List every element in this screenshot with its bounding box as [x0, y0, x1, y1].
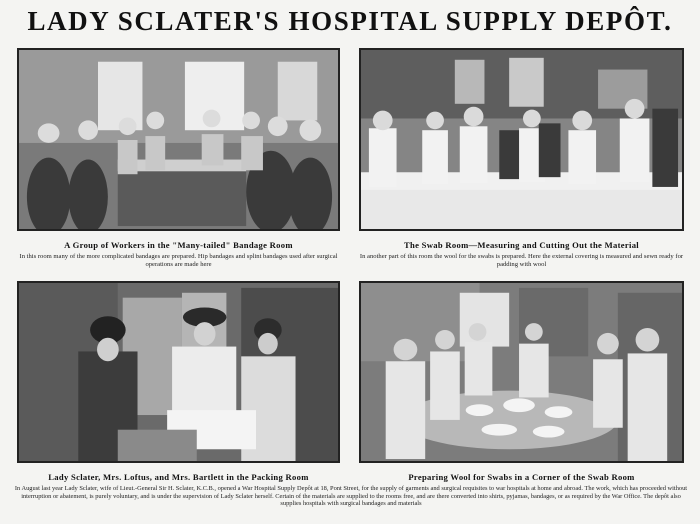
photo-description: In another part of this room the wool for the swabs is prepared. Here the external covering is measured and sewn ready for padding with wool — [359, 253, 684, 268]
photo-caption: Preparing Wool for Swabs in a Corner of the Swab Room — [408, 472, 635, 482]
photo-swab-room-measuring — [359, 48, 684, 231]
article-text: In August last year Lady Sclater, wife of Lieut.-General Sir H. Sclater, K.C.B., opened a War Hospital Supply Depôt at 18, Pont Street, for the supply of garments and surgical requisites to war hospitals at home and abroad. The work, which has proceeded without interruption or abatement, is purely voluntary, and is under the supervision of Lady Sclater herself. Certain of the materials are supplied to the rooms free, and are there converted into shirts, pyjamas, bandages, or as required by the War Office. The depôt also supplies hospitals with surgical bandages and materials — [14, 485, 688, 508]
photo-description: In this room many of the more complicated bandages are prepared. Hip bandages and splint bandages used after surgical operations are made here — [19, 253, 338, 268]
photo-bandage-room — [17, 48, 340, 231]
photo-caption: The Swab Room—Measuring and Cutting Out the Material — [404, 240, 639, 250]
photo-preparing-wool — [359, 281, 684, 463]
photo-packing-room — [17, 281, 340, 463]
photo-caption: Lady Sclater, Mrs. Loftus, and Mrs. Bartlett in the Packing Room — [48, 472, 309, 482]
photo-caption: A Group of Workers in the "Many-tailed" Bandage Room — [64, 240, 293, 250]
page-title: LADY SCLATER'S HOSPITAL SUPPLY DEPÔT. — [27, 6, 673, 36]
